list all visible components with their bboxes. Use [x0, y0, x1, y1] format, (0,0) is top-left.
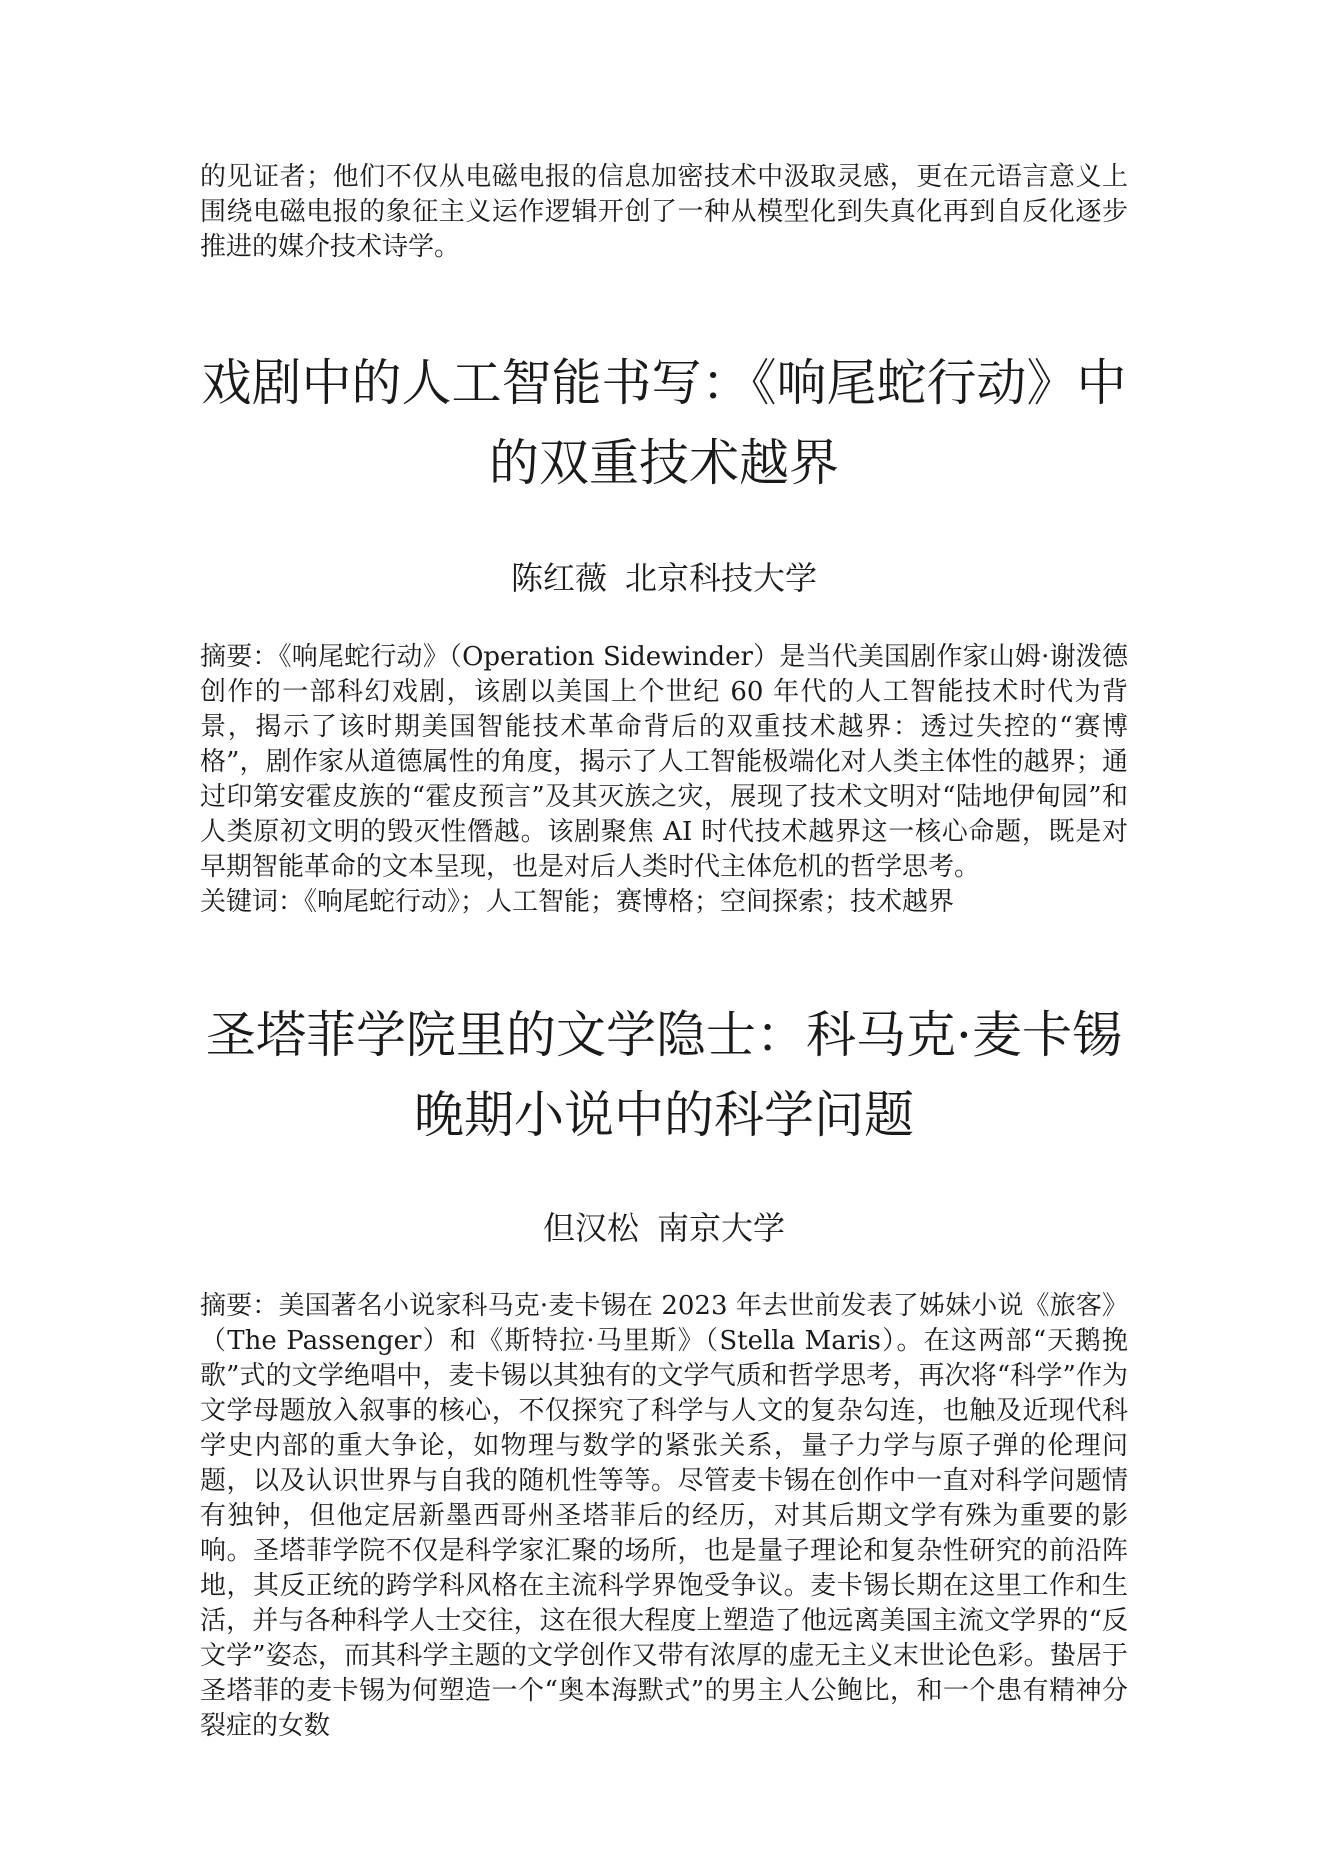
article-1-abstract-block [200, 640, 1128, 920]
article-2-author [200, 1208, 1128, 1248]
article-2-title: 圣塔菲学院里的文学隐士：科马克·麦卡锡晚期小说中的科学问题 [206, 1006, 1122, 1144]
author-name: 陈红薇 [510, 559, 607, 597]
article-1-author [200, 558, 1128, 598]
article-1-abstract: 摘要：《响尾蛇行动》（Operation Sidewinder）是当代美国剧作家山姆·谢泼德创作的一部科幻戏剧，该剧以美国上个世纪 60 年代的人工智能技术时代为背景，揭示了该时期美国智能技术革命背后的双重技术越界：透过失控的“赛博格”，剧作家从道德属性的角度，揭示了人工智能极端化对人类主体性的越界；通过印第安霍皮族的“霍皮预言”及其灭族之灾，展现了技术文明对“陆地伊甸园”和人类原初文明的毁灭性僭越。该剧聚焦 AI 时代技术越界这一核心命题，既是对早期智能革命的文本呈现，也是对后人类时代主体危机的哲学思考。 [200, 642, 1128, 882]
author-affiliation: 北京科技大学 [625, 559, 818, 597]
article-2-abstract: 摘要：美国著名小说家科马克·麦卡锡在 2023 年去世前发表了姊妹小说《旅客》（The Passenger）和《斯特拉·马里斯》（Stella Maris）。在这两部“天鹅挽歌”式的文学绝唱中，麦卡锡以其独有的文学气质和哲学思考，再次将“科学”作为文学母题放入叙事的核心，不仅探究了科学与人文的复杂勾连，也触及近现代科学史内部的重大争论，如物理与数学的紧张关系，量子力学与原子弹的伦理问题，以及认识世界与自我的随机性等等。尽管麦卡锡在创作中一直对科学问题情有独钟，但他定居新墨西哥州圣塔菲后的经历，对其后期文学有殊为重要的影响。圣塔菲学院不仅是科学家汇聚的场所，也是量子理论和复杂性研究的前沿阵地，其反正统的跨学科风格在主流科学界饱受争议。麦卡锡长期在这里工作和生活，并与各种科学人士交往，这在很大程度上塑造了他远离美国主流文学界的“反文学”姿态，而其科学主题的文学创作又带有浓厚的虚无主义末世论色彩。蛰居于圣塔菲的麦卡锡为何塑造一个“奥本海默式”的男主人公鲍比，和一个患有精神分裂症的女数 [200, 1291, 1128, 1741]
article-1-keywords: 关键词：《响尾蛇行动》；人工智能；赛博格；空间探索；技术越界 [200, 887, 955, 917]
article-2-abstract-block [200, 1289, 1128, 1744]
author-affiliation: 南京大学 [657, 1209, 786, 1247]
author-name: 但汉松 [542, 1209, 639, 1247]
intro-paragraph: 的见证者；他们不仅从电磁电报的信息加密技术中汲取灵感，更在元语言意义上围绕电磁电报的象征主义运作逻辑开创了一种从模型化到失真化再到自反化逐步推进的媒介技术诗学。 [200, 162, 1128, 262]
article-1-title: 戏剧中的人工智能书写：《响尾蛇行动》中的双重技术越界 [201, 354, 1127, 492]
